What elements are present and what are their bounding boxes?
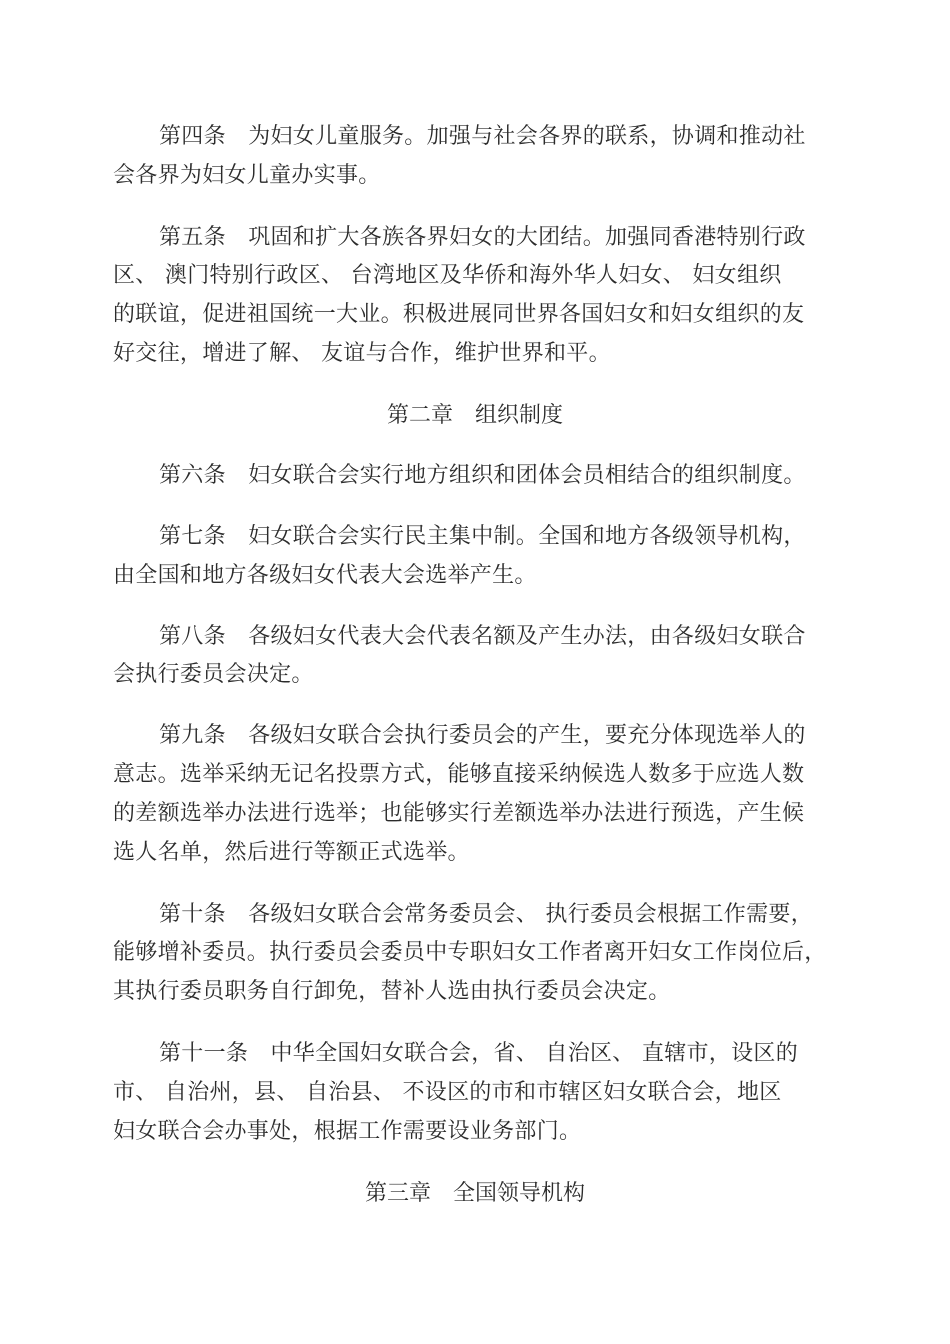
article-9-line-3: 的差额选举办法进行选举；也能够实行差额选举办法进行预选，产生候 <box>113 801 805 826</box>
article-4-line-1: 第四条 为妇女儿童服务。加强与社会各界的联系，协调和推动社 <box>159 124 806 149</box>
article-11-line-2: 市、 自治州，县、 自治县、 不设区的市和市辖区妇女联合会，地区 <box>113 1080 782 1105</box>
chapter-heading: 第二章 组织制度 <box>386 403 563 428</box>
article-7-line-2: 由全国和地方各级妇女代表大会选举产生。 <box>113 563 537 588</box>
article-9-line-2: 意志。选举采纳无记名投票方式，能够直接采纳候选人数多于应选人数 <box>113 762 805 787</box>
article-5-line-1: 第五条 巩固和扩大各族各界妇女的大团结。加强同香港特别行政 <box>159 225 806 250</box>
article-9-line-1: 第九条 各级妇女联合会执行委员会的产生，要充分体现选举人的 <box>159 723 806 748</box>
article-11-line-3: 妇女联合会办事处，根据工作需要设业务部门。 <box>113 1119 582 1144</box>
article-5-line-3: 的联谊，促进祖国统一大业。积极进展同世界各国妇女和妇女组织的友 <box>113 302 805 327</box>
article-10-line-3: 其执行委员职务自行卸免，替补人选由执行委员会决定。 <box>113 979 671 1004</box>
article-9-line-4: 选人名单，然后进行等额正式选举。 <box>113 840 470 865</box>
article-4-line-2: 会各界为妇女儿童办实事。 <box>113 163 381 188</box>
article-5-line-4: 好交往，增进了解、 友谊与合作，维护世界和平。 <box>113 341 611 366</box>
article-8-line-2: 会执行委员会决定。 <box>113 662 314 687</box>
article-7-line-1: 第七条 妇女联合会实行民主集中制。全国和地方各级领导机构， <box>159 524 806 549</box>
chapter-heading: 第三章 全国领导机构 <box>364 1181 585 1206</box>
article-11-line-1: 第十一条 中华全国妇女联合会，省、 自治区、 直辖市，设区的 <box>159 1041 798 1066</box>
article-10-line-2: 能够增补委员。执行委员会委员中专职妇女工作者离开妇女工作岗位后， <box>113 940 827 965</box>
article-8-line-1: 第八条 各级妇女代表大会代表名额及产生办法，由各级妇女联合 <box>159 624 806 649</box>
article-10-line-1: 第十条 各级妇女联合会常务委员会、 执行委员会根据工作需要， <box>159 902 813 927</box>
article-6-line-1: 第六条 妇女联合会实行地方组织和团体会员相结合的组织制度。 <box>159 463 806 488</box>
article-5-line-2: 区、 澳门特别行政区、 台湾地区及华侨和海外华人妇女、 妇女组织 <box>113 263 782 288</box>
